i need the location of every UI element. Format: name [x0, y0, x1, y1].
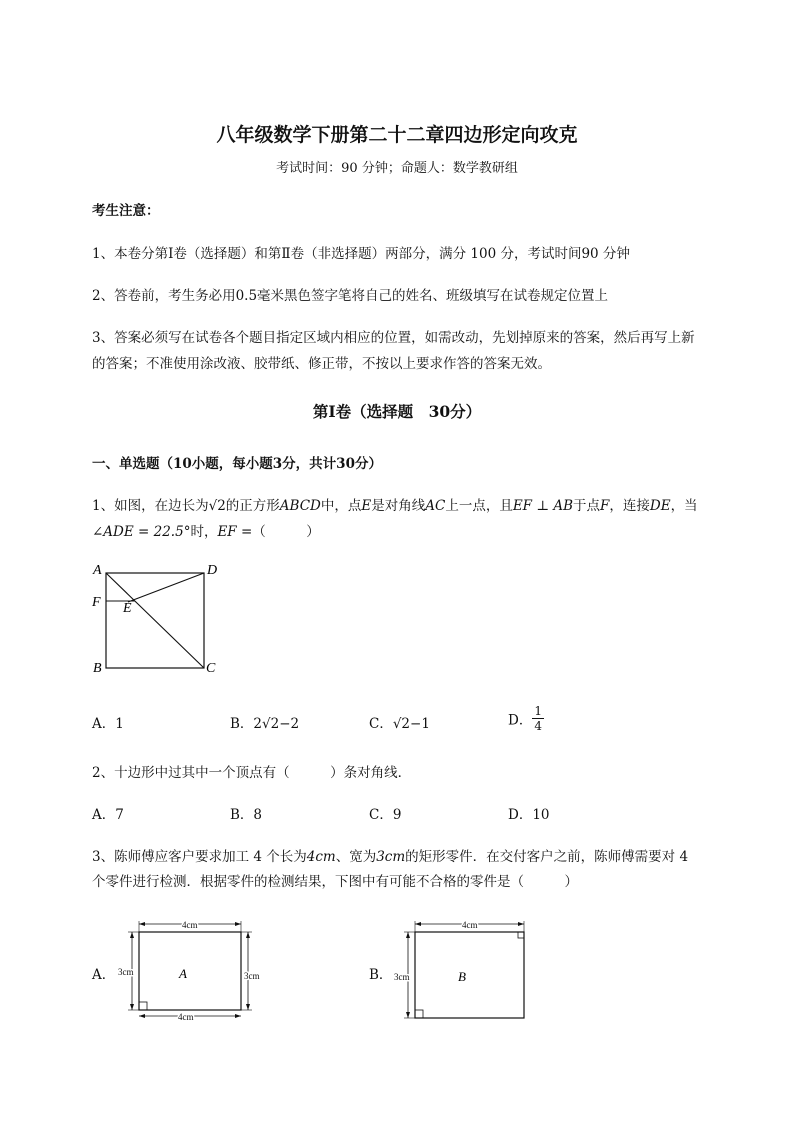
label-b: B [93, 661, 102, 676]
q1-stem-line1: 1、如图，在边长为√2的正方形ABCD中，点E是对角线AC上一点，且EF ⊥ AB于点F，连接DE，当 [92, 498, 698, 514]
dim-bottom: 4cm [178, 1012, 194, 1022]
sqrt2: √2 [208, 498, 226, 514]
diagonal-ac [106, 573, 204, 668]
q3-figure-b [388, 918, 538, 1026]
q2-stem: 2、十边形中过其中一个顶点有（ ）条对角线． [92, 765, 412, 781]
label-f: F [92, 595, 101, 610]
page-title: 八年级数学下册第二十二章四边形定向攻克 [216, 124, 578, 146]
q3-option-a[interactable]: A． [92, 967, 116, 983]
q1-option-d[interactable]: D． $\frac{1}{4}$ [508, 704, 542, 733]
dim-left: 3cm [118, 967, 134, 977]
dim-top: 4cm [182, 920, 198, 930]
q2-option-a[interactable]: A．7 [92, 807, 124, 823]
q2-option-c[interactable]: C．9 [369, 807, 402, 823]
notice-heading: 考生注意： [92, 203, 160, 219]
label-c: C [206, 661, 216, 676]
part-title: 一、单选题（10小题，每小题3分，共计30分） [92, 456, 382, 472]
right-angle-mark-bl [415, 1010, 423, 1018]
rect-a [139, 932, 241, 1010]
dim-left: 3cm [394, 972, 410, 982]
q1-option-b[interactable]: B．2√2−2 [230, 716, 300, 732]
q2-option-d[interactable]: D．10 [508, 807, 550, 823]
right-angle-mark [139, 1002, 147, 1010]
dim-top: 4cm [462, 920, 478, 930]
right-angle-mark-tr [518, 932, 524, 938]
segment-de [128, 573, 204, 602]
part-name-b: B [458, 969, 466, 984]
q3-stem-line2: 个零件进行检测．根据零件的检测结果，下图中有可能不合格的零件是（ ） [92, 874, 578, 890]
dim-right: 3cm [244, 971, 260, 981]
notice-item-3-cont: 的答案；不准使用涂改液、胶带纸、修正带，不按以上要求作答的答案无效。 [92, 356, 551, 372]
q1-option-a[interactable]: A．1 [92, 716, 124, 732]
label-a: A [93, 563, 102, 578]
q3-option-b[interactable]: B． [369, 967, 393, 983]
q1-square-figure [88, 558, 228, 680]
exam-subtitle: 考试时间：90 分钟；命题人：数学教研组 [276, 161, 518, 176]
label-d: D [207, 563, 218, 578]
notice-item-3: 3、答案必须写在试卷各个题目指定区域内相应的位置，如需改动，先划掉原来的答案，然后再写上新 [92, 330, 695, 346]
part-name-a: A [179, 966, 187, 981]
section-title: 第Ⅰ卷（选择题 30分） [312, 402, 482, 421]
notice-item-1: 1、本卷分第Ⅰ卷（选择题）和第Ⅱ卷（非选择题）两部分，满分 100 分，考试时间90 分钟 [92, 246, 630, 262]
q3-figure-a [112, 918, 272, 1026]
notice-item-2: 2、答卷前，考生务必用0.5毫米黑色签字笔将自己的姓名、班级填写在试卷规定位置上 [92, 288, 609, 304]
frac-numerator: 1 [534, 704, 542, 718]
q2-option-b[interactable]: B．8 [230, 807, 263, 823]
q3-stem-line1: 3、陈师傅应客户要求加工 4 个长为4cm、宽为3cm的矩形零件．在交付客户之前，陈师傅需要对 4 [92, 849, 689, 865]
frac-denominator: 4 [534, 719, 542, 733]
q1-stem-line2: ∠ADE = 22.5°时，EF =（ ） [92, 524, 320, 540]
q1-option-c[interactable]: C．√2−1 [369, 716, 430, 732]
rect-b [415, 932, 524, 1018]
label-e: E [123, 601, 132, 616]
